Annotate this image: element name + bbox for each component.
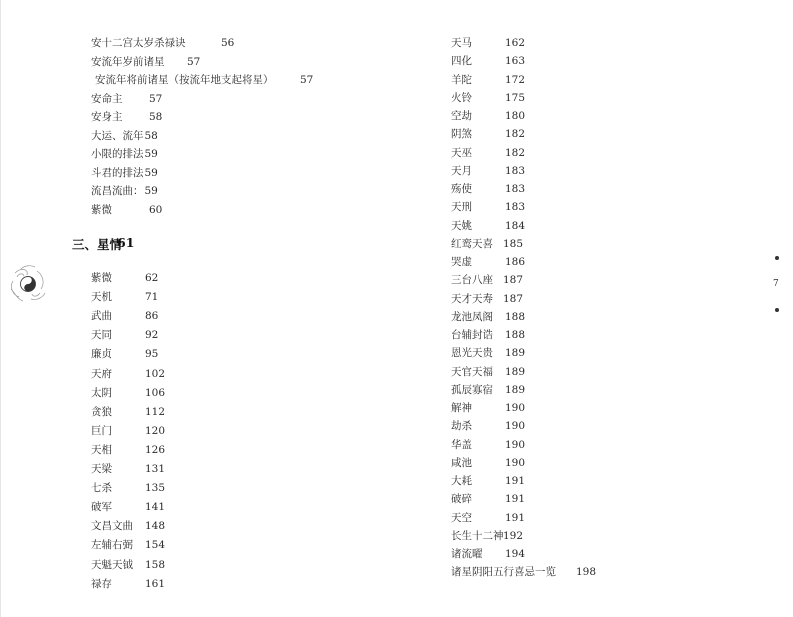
toc-entry[interactable] [91,405,166,419]
toc-entry[interactable] [451,273,524,287]
toc-entry-page-number: 71 [145,291,159,304]
toc-entry[interactable] [451,474,526,488]
toc-entry[interactable] [451,511,526,525]
toc-entry[interactable] [451,127,526,141]
toc-entry-title: 斗君的排法 [91,166,144,179]
toc-entry[interactable] [91,538,166,552]
toc-entry-page-number: 182 [505,146,526,159]
toc-entry-page-number: 185 [503,237,524,250]
toc-entry[interactable] [451,438,526,452]
toc-entry[interactable] [91,328,159,342]
toc-entry-page-number: 58 [144,129,158,142]
toc-entry-page-number: 60 [149,203,163,216]
toc-entry-page-number: 172 [505,73,526,86]
toc-entry-title: 禄存 [91,577,112,590]
toc-entry-page-number: 189 [505,347,526,360]
toc-entry-title: 劫杀 [451,420,472,433]
toc-entry-page-number: 191 [505,493,526,506]
toc-entry-page-number: 158 [145,558,166,571]
toc-entry-title: 三台八座 [451,274,493,287]
toc-entry-title: 羊陀 [451,73,472,86]
toc-entry-page-number: 58 [149,111,163,123]
toc-entry-page-number: 161 [145,577,166,590]
toc-entry-page-number: 154 [145,539,166,552]
toc-entry[interactable] [91,147,158,161]
margin-dot-bottom [775,308,779,312]
toc-entry-page-number: 120 [145,424,166,437]
toc-entry[interactable] [451,547,526,561]
toc-entry-title: 安十二宫太岁杀禄诀 [91,37,186,49]
toc-entry[interactable] [91,203,163,217]
toc-entry-title: 七杀 [91,482,112,495]
toc-entry[interactable] [91,577,166,591]
toc-entry[interactable] [451,565,597,579]
toc-entry-title: 龙池凤阁 [451,310,493,323]
toc-entry-page-number: 106 [145,386,166,399]
toc-entry-title: 武曲 [91,310,112,323]
toc-entry-title: 空劫 [451,110,472,122]
toc-entry-page-number: 198 [576,566,597,579]
toc-entry[interactable] [451,182,526,196]
toc-entry[interactable] [451,419,526,433]
toc-entry-title: 紫微 [91,203,112,216]
toc-entry-page-number: 163 [505,55,526,68]
toc-entry-title: 咸池 [451,456,472,469]
toc-entry-page-number: 180 [505,110,526,122]
toc-entry-title: 红鸾天喜 [451,237,493,250]
toc-entry[interactable] [91,347,159,361]
toc-entry-page-number: 112 [145,405,166,418]
toc-entry-page-number: 57 [300,74,314,86]
toc-entry-page-number: 141 [145,501,166,514]
section-heading-title: 三、星情 [72,237,123,252]
toc-entry-page-number: 190 [505,420,526,433]
toc-entry[interactable] [91,481,166,495]
toc-entry[interactable] [91,184,158,198]
toc-entry-title: 安流年将前诸星（按流年地支起将星） [95,74,274,86]
toc-entry-title: 天魁天钺 [91,558,133,571]
toc-entry-title: 天空 [451,511,472,524]
toc-entry[interactable] [91,55,201,69]
toc-entry-page-number: 190 [505,438,526,451]
toc-entry-title: 孤辰寡宿 [451,383,493,396]
toc-entry-page-number: 57 [149,92,163,105]
toc-entry-title: 解神 [451,402,472,414]
toc-entry-title: 贪狼 [91,405,112,418]
toc-entry[interactable] [91,443,166,457]
toc-entry-page-number: 57 [187,55,201,68]
toc-entry[interactable] [451,328,526,342]
toc-entry-page-number: 187 [503,292,524,305]
toc-entry[interactable] [451,255,526,269]
toc-entry[interactable] [451,73,526,87]
toc-entry[interactable] [91,110,163,124]
toc-entry-title: 天梁 [91,463,112,475]
toc-entry[interactable] [91,92,163,106]
toc-entry[interactable] [91,271,159,285]
toc-entry-title: 天刑 [451,201,472,214]
toc-entry[interactable] [451,164,526,178]
toc-entry[interactable] [451,456,526,470]
toc-entry-title: 天相 [91,443,112,456]
toc-entry-page-number: 102 [145,367,166,380]
toc-entry[interactable] [91,166,158,180]
toc-entry-page-number: 183 [505,183,526,195]
section-heading[interactable] [72,235,135,253]
toc-entry-page-number: 188 [505,310,526,323]
toc-entry[interactable] [451,529,524,543]
toc-entry-page-number: 59 [144,185,158,197]
toc-entry[interactable] [451,146,526,160]
toc-entry[interactable] [91,500,166,514]
toc-entry-title: 天才天寿 [451,292,493,305]
toc-entry-title: 火铃 [451,91,472,104]
toc-entry[interactable] [91,386,166,400]
toc-entry-title: 紫微 [91,272,112,284]
toc-entry-title: 流昌流曲： [91,185,144,197]
toc-entry-page-number: 192 [503,529,524,542]
toc-entry-title: 天月 [451,164,472,177]
toc-entry-page-number: 95 [145,348,159,361]
toc-entry[interactable] [95,73,314,87]
toc-entry-page-number: 62 [145,272,159,284]
taiji-yin-yang-icon [7,263,49,305]
toc-entry-title: 天官天福 [451,365,493,378]
toc-entry[interactable] [451,237,524,251]
toc-entry[interactable] [451,365,526,379]
toc-entry-title: 殇使 [451,183,472,195]
toc-entry-page-number: 190 [505,402,526,414]
toc-entry-page-number: 182 [505,128,526,141]
toc-entry[interactable] [451,36,526,50]
toc-entry[interactable] [91,129,158,143]
toc-entry[interactable] [451,219,526,233]
toc-entry[interactable] [451,310,526,324]
toc-entry[interactable] [451,401,526,415]
toc-entry[interactable] [451,346,526,360]
toc-entry[interactable] [451,91,526,105]
toc-entry-page-number: 59 [144,166,158,179]
toc-entry-title: 天府 [91,367,112,380]
toc-entry-title: 破军 [91,501,112,514]
toc-entry[interactable] [451,200,526,214]
toc-entry-title: 哭虚 [451,256,472,268]
toc-entry[interactable] [91,424,166,438]
toc-entry[interactable] [91,290,159,304]
margin-dot-top [775,256,779,260]
toc-entry[interactable] [91,36,235,50]
toc-entry-title: 阴煞 [451,128,472,141]
toc-entry-page-number: 148 [145,520,166,533]
toc-entry-page-number: 126 [145,443,166,456]
toc-entry-page-number: 183 [505,201,526,214]
toc-entry-title: 安流年岁前诸星 [91,55,165,68]
toc-entry-title: 安命主 [91,92,123,105]
toc-entry[interactable] [91,367,166,381]
toc-entry-title: 长生十二神 [451,529,504,542]
toc-entry-title: 安身主 [91,111,123,123]
toc-entry-title: 巨门 [91,424,112,437]
toc-entry-page-number: 191 [505,475,526,487]
toc-entry-page-number: 188 [505,329,526,341]
toc-entry-title: 天巫 [451,146,472,159]
toc-entry-page-number: 189 [505,383,526,396]
toc-entry-title: 天机 [91,291,112,304]
toc-entry[interactable] [91,558,166,572]
toc-entry[interactable] [451,54,526,68]
toc-entry-title: 大耗 [451,475,472,487]
toc-entry[interactable] [451,383,526,397]
toc-entry[interactable] [451,492,526,506]
toc-entry-title: 文昌文曲 [91,520,133,533]
toc-entry-title: 破碎 [451,493,472,506]
toc-entry-page-number: 183 [505,164,526,177]
toc-entry-title: 天同 [91,329,112,342]
toc-entry-page-number: 190 [505,456,526,469]
toc-entry-page-number: 59 [144,148,158,160]
toc-entry-title: 台辅封诰 [451,329,493,341]
toc-entry-title: 廉贞 [91,348,112,361]
toc-entry-title: 小限的排法 [91,148,144,160]
toc-entry-page-number: 92 [145,329,159,342]
toc-entry-page-number: 184 [505,219,526,232]
toc-entry-page-number: 175 [505,91,526,104]
toc-entry[interactable] [451,109,526,123]
toc-entry-page-number: 189 [505,365,526,378]
toc-entry-title: 恩光天贵 [451,347,493,360]
toc-entry-page-number: 194 [505,548,526,560]
toc-entry-page-number: 135 [145,482,166,495]
toc-entry-title: 天姚 [451,219,472,232]
toc-entry-title: 天马 [451,37,472,49]
toc-entry[interactable] [91,462,166,476]
toc-entry-page-number: 56 [221,37,235,49]
toc-entry-page-number: 186 [505,256,526,268]
toc-entry[interactable] [91,309,159,323]
toc-entry-title: 左辅右弼 [91,539,133,552]
page-margin-line [0,0,1,617]
toc-entry-title: 诸流曜 [451,548,483,560]
toc-entry-page-number: 191 [505,511,526,524]
toc-entry[interactable] [91,519,166,533]
toc-entry-title: 四化 [451,55,472,68]
toc-entry-title: 太阴 [91,386,112,399]
toc-entry-page-number: 162 [505,37,526,49]
toc-entry-page-number: 86 [145,310,159,323]
section-heading-page-number: 61 [117,235,135,250]
toc-entry[interactable] [451,292,524,306]
page-number: 7 [773,279,779,289]
toc-entry-title: 大运、流年 [91,129,144,142]
toc-entry-page-number: 131 [145,463,166,475]
toc-entry-page-number: 187 [503,274,524,287]
toc-entry-title: 华盖 [451,438,472,451]
toc-entry-title: 诸星阴阳五行喜忌一览 [451,566,556,579]
